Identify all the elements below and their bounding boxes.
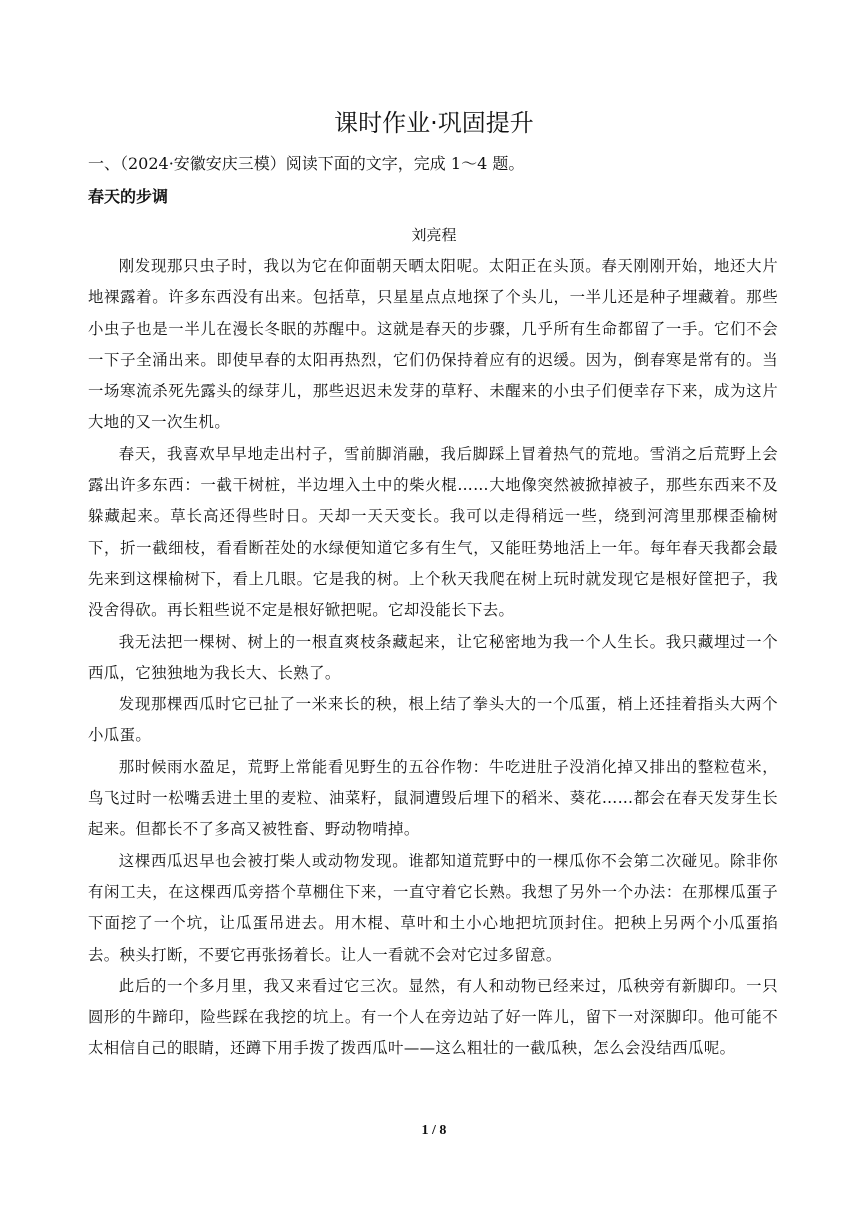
paragraph: 我无法把一棵树、树上的一根直爽枝条藏起来，让它秘密地为我一个人生长。我只藏埋过一个西瓜，它独独地为我长大、长熟了。	[88, 632, 778, 682]
page-title: 课时作业·巩固提升	[334, 109, 534, 137]
page-number: 1 / 8	[421, 1123, 447, 1138]
paragraph: 那时候雨水盈足，荒野上常能看见野生的五谷作物：牛吃进肚子没消化掉又排出的整粒苞米，鸟飞过时一松嘴丢进土里的麦粒、油菜籽，鼠洞遭毁后埋下的稻米、葵花……都会在春天发芽生长起来。但都长不了多高又被牲畜、野动物啃掉。	[88, 757, 778, 839]
article-title: 春天的步调	[88, 187, 169, 206]
paragraph: 此后的一个多月里，我又来看过它三次。显然，有人和动物已经来过，瓜秧旁有新脚印。一只圆形的牛蹄印，险些踩在我挖的坑上。有一个人在旁边站了好一阵儿，留下一对深脚印。他可能不太相信自己的眼睛，还蹲下用手拨了拨西瓜叶——这么粗壮的一截瓜秧，怎么会没结西瓜呢。	[88, 976, 778, 1058]
paragraph: 发现那棵西瓜时它已扯了一米来长的秧，根上结了拳头大的一个瓜蛋，梢上还挂着指头大两个小瓜蛋。	[88, 695, 778, 745]
paragraph: 春天，我喜欢早早地走出村子，雪前脚消融，我后脚踩上冒着热气的荒地。雪消之后荒野上会露出许多东西：一截干树桩，半边埋入土中的柴火棍……大地像突然被掀掉被子，那些东西来不及躲藏起来。草长高还得些时日。天却一天天变长。我可以走得稍远一些，绕到河湾里那棵歪榆树下，折一截细枝，看看断茬处的水绿便知道它多有生气，又能旺势地活上一年。每年春天我都会最先来到这棵榆树下，看上几眼。它是我的树。上个秋天我爬在树上玩时就发现它是根好筐把子，我没舍得砍。再长粗些说不定是根好锨把呢。它却没能长下去。	[88, 444, 778, 620]
question-instruction: 一、（2024·安徽安庆三模）阅读下面的文字，完成 1～4 题。	[88, 154, 525, 173]
paragraph: 刚发现那只虫子时，我以为它在仰面朝天晒太阳呢。太阳正在头顶。春天刚刚开始，地还大片地裸露着。许多东西没有出来。包括草，只星星点点地探了个头儿，一半儿还是种子埋藏着。那些小虫子也是一半儿在漫长冬眠的苏醒中。这就是春天的步骤，几乎所有生命都留了一手。它们不会一下子全涌出来。即使早春的太阳再热烈，它们仍保持着应有的迟缓。因为，倒春寒是常有的。当一场寒流杀死先露头的绿芽儿，那些迟迟未发芽的草籽、未醒来的小虫子们便幸存下来，成为这片大地的又一次生机。	[88, 257, 778, 432]
article-author: 刘亮程	[411, 226, 457, 244]
paragraph: 这棵西瓜迟早也会被打柴人或动物发现。谁都知道荒野中的一棵瓜你不会第二次碰见。除非你有闲工夫，在这棵西瓜旁搭个草棚住下来，一直守着它长熟。我想了另外一个办法：在那棵瓜蛋子下面挖了一个坑，让瓜蛋吊进去。用木棍、草叶和土小心地把坑顶封住。把秧上另两个小瓜蛋掐去。秧头打断，不要它再张扬着长。让人一看就不会对它过多留意。	[88, 851, 778, 964]
article-body	[88, 251, 778, 1065]
